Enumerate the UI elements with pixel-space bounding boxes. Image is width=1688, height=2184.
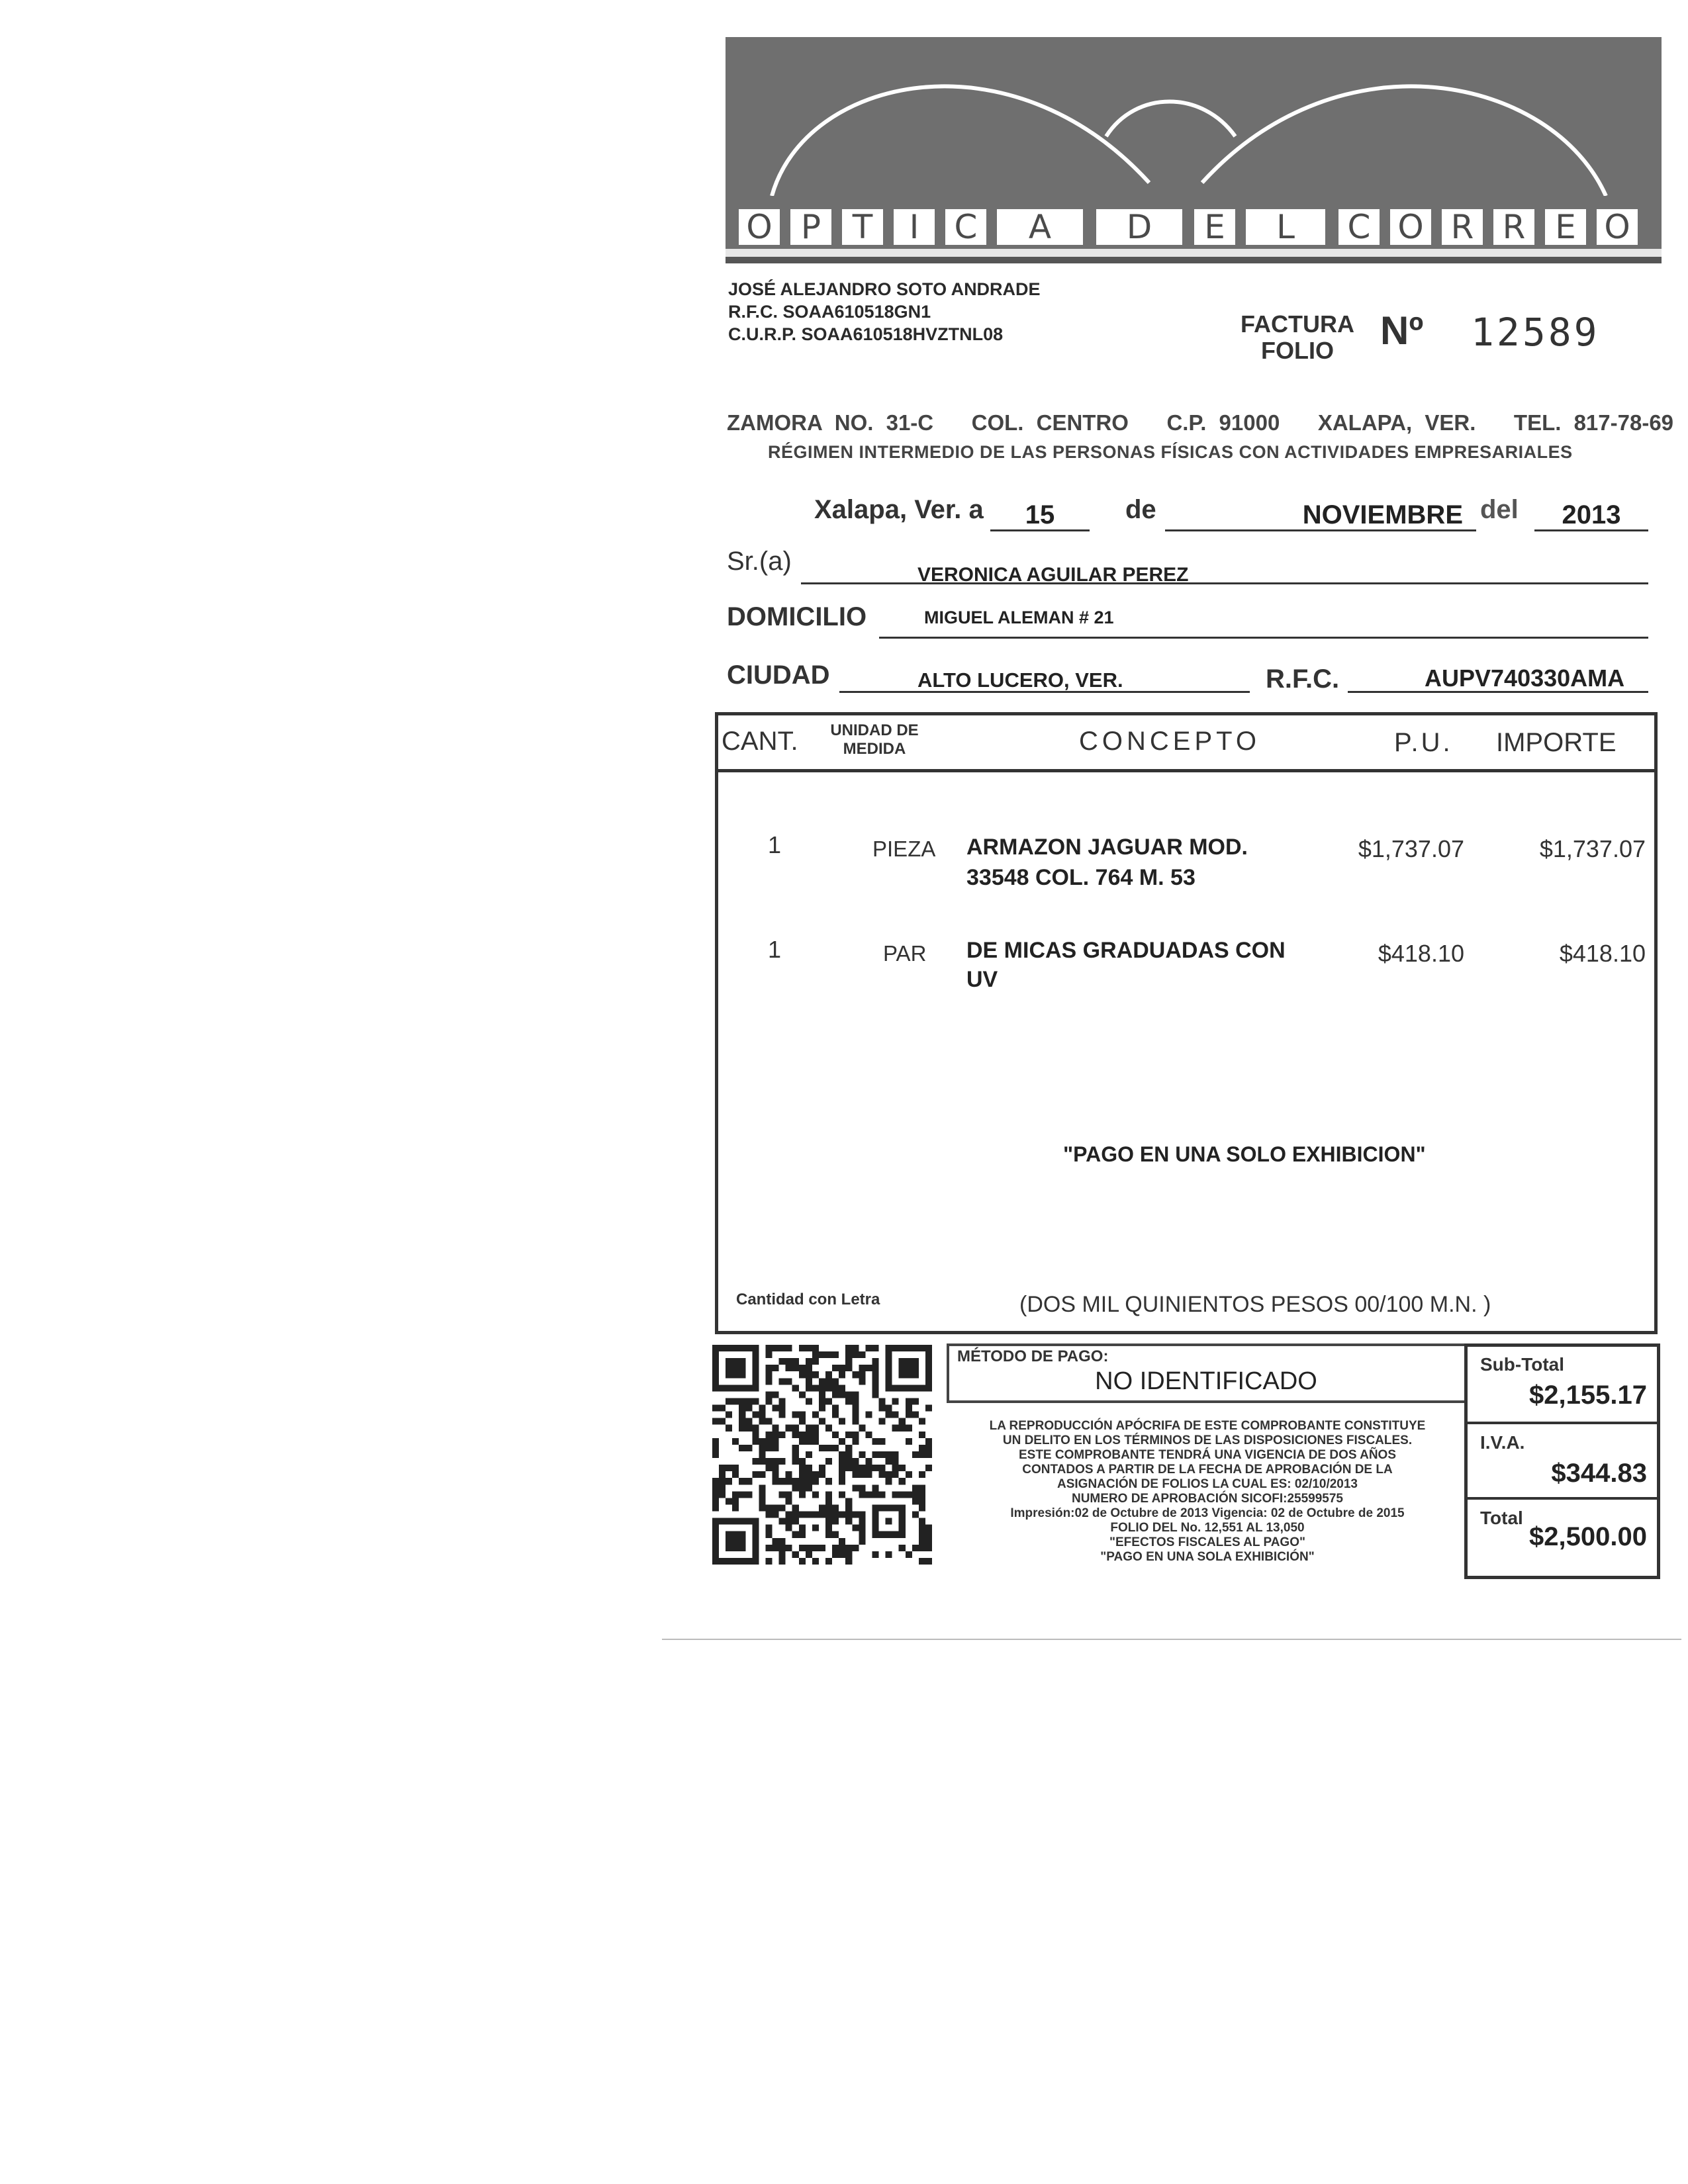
- legal-line: ESTE COMPROBANTE TENDRÁ UNA VIGENCIA DE DOS AÑOS: [1018, 1448, 1397, 1462]
- brand-letter: E: [1194, 209, 1235, 245]
- row2-concepto-line2: UV: [966, 967, 998, 992]
- col-importe-header: IMPORTE: [1496, 728, 1617, 757]
- legal-line: LA REPRODUCCIÓN APÓCRIFA DE ESTE COMPROBANTE CONSTITUYE: [989, 1419, 1426, 1433]
- legal-line: CONTADOS A PARTIR DE LA FECHA DE APROBACIÓN DE LA: [1022, 1463, 1393, 1477]
- factura-label: FACTURA: [1241, 310, 1354, 338]
- col-cant-header: CANT.: [722, 727, 798, 756]
- brand-letter: C: [945, 209, 986, 245]
- scan-edge: [662, 1639, 1681, 1640]
- brand-letter: T: [842, 209, 883, 245]
- brand-banner: [726, 37, 1662, 263]
- row1-importe: $1,737.07: [1539, 835, 1646, 862]
- col-concepto-header: CONCEPTO: [1079, 727, 1260, 756]
- row2-concepto-line1: DE MICAS GRADUADAS CON: [966, 938, 1286, 963]
- business-address: ZAMORA NO. 31-C COL. CENTRO C.P. 91000 XALAPA, VER. TEL. 817-78-69: [727, 410, 1674, 435]
- legal-line: "PAGO EN UNA SOLA EXHIBICIÓN": [1100, 1550, 1315, 1564]
- banner-stripe: [726, 249, 1662, 257]
- cantidad-letra: (DOS MIL QUINIENTOS PESOS 00/100 M.N. ): [1019, 1292, 1491, 1317]
- owner-curp: C.U.R.P. SOAA610518HVZTNL08: [728, 324, 1004, 344]
- domicilio-label: DOMICILIO: [727, 602, 867, 631]
- col-unidad-header-line2: MEDIDA: [843, 740, 906, 758]
- customer-name: VERONICA AGUILAR PEREZ: [917, 564, 1189, 586]
- brand-letter: R: [1442, 209, 1483, 245]
- total-label: Total: [1480, 1508, 1523, 1528]
- sr-label: Sr.(a): [727, 547, 792, 576]
- date-place-label: Xalapa, Ver. a: [814, 495, 984, 524]
- total-value: $2,500.00: [1529, 1522, 1647, 1551]
- col-unidad-header-line1: UNIDAD DE: [830, 721, 919, 739]
- row1-concepto-line2: 33548 COL. 764 M. 53: [966, 865, 1196, 890]
- date-year-line: [1534, 529, 1648, 531]
- cantidad-letra-label: Cantidad con Letra: [736, 1291, 880, 1308]
- date-month: NOVIEMBRE: [1302, 500, 1463, 529]
- banner-bar: [726, 257, 1662, 263]
- legal-line: Impresión:02 de Octubre de 2013 Vigencia: 02 de Octubre de 2015: [1010, 1506, 1405, 1520]
- iva-label: I.V.A.: [1480, 1432, 1525, 1453]
- totals-divider: [1464, 1497, 1660, 1500]
- brand-letter: C: [1338, 209, 1380, 245]
- row2-pu: $418.10: [1378, 940, 1464, 967]
- folio-number: 12589: [1471, 310, 1600, 355]
- legal-line: UN DELITO EN LOS TÉRMINOS DE LAS DISPOSICIONES FISCALES.: [1002, 1433, 1413, 1447]
- brand-letter: O: [739, 209, 780, 245]
- brand-letter: O: [1597, 209, 1638, 245]
- subtotal-label: Sub-Total: [1480, 1354, 1565, 1375]
- col-unidad-header: [818, 721, 931, 758]
- qr-code: [712, 1345, 932, 1565]
- row1-unidad: PIEZA: [872, 837, 936, 861]
- iva-value: $344.83: [1551, 1459, 1647, 1488]
- row1-concepto-line1: ARMAZON JAGUAR MOD.: [966, 835, 1248, 860]
- row1-pu: $1,737.07: [1358, 835, 1464, 862]
- row2-cant: 1: [768, 936, 782, 963]
- items-table-header-line: [715, 769, 1658, 772]
- payment-note: "PAGO EN UNA SOLO EXHIBICION": [1063, 1142, 1426, 1166]
- brand-letter: O: [1390, 209, 1431, 245]
- tax-regime: RÉGIMEN INTERMEDIO DE LAS PERSONAS FÍSICAS CON ACTIVIDADES EMPRESARIALES: [768, 442, 1573, 462]
- customer-address: MIGUEL ALEMAN # 21: [924, 608, 1114, 627]
- customer-city-line: [839, 691, 1250, 693]
- brand-letter: A: [997, 209, 1083, 245]
- arches-logo: [726, 37, 1662, 196]
- brand-letter: E: [1545, 209, 1586, 245]
- legal-line: "EFECTOS FISCALES AL PAGO": [1109, 1535, 1305, 1549]
- brand-letter: R: [1493, 209, 1534, 245]
- customer-city: ALTO LUCERO, VER.: [917, 668, 1123, 692]
- legal-line: FOLIO DEL No. 12,551 AL 13,050: [1110, 1521, 1305, 1535]
- date-year: 2013: [1562, 500, 1621, 529]
- date-day: 15: [1025, 500, 1055, 529]
- payment-method-value: NO IDENTIFICADO: [1095, 1367, 1317, 1395]
- customer-rfc-label: R.F.C.: [1266, 664, 1340, 694]
- date-month-line: [1165, 529, 1476, 531]
- owner-rfc: R.F.C. SOAA610518GN1: [728, 302, 931, 322]
- customer-rfc-line: [1348, 691, 1648, 693]
- customer-rfc: AUPV740330AMA: [1425, 664, 1625, 692]
- customer-name-line: [801, 582, 1648, 584]
- brand-letter: D: [1096, 209, 1182, 245]
- totals-divider: [1464, 1422, 1660, 1424]
- date-del-label: del: [1480, 495, 1519, 524]
- subtotal-value: $2,155.17: [1529, 1381, 1647, 1410]
- items-table: [715, 712, 1658, 1334]
- brand-letter: P: [790, 209, 831, 245]
- date-day-line: [990, 529, 1090, 531]
- folio-no-label: Nº: [1380, 308, 1424, 353]
- legal-line: NUMERO DE APROBACIÓN SICOFI:25599575: [1071, 1492, 1343, 1506]
- payment-method-label: MÉTODO DE PAGO:: [957, 1347, 1109, 1365]
- customer-address-line: [879, 637, 1648, 639]
- col-pu-header: P.U.: [1394, 728, 1453, 757]
- folio-label: FOLIO: [1261, 337, 1334, 364]
- row2-unidad: PAR: [883, 941, 927, 966]
- row2-importe: $418.10: [1559, 940, 1646, 967]
- date-de-label: de: [1125, 495, 1156, 524]
- ciudad-label: CIUDAD: [727, 660, 830, 690]
- legal-line: ASIGNACIÓN DE FOLIOS LA CUAL ES: 02/10/2013: [1057, 1477, 1358, 1491]
- brand-letter: I: [894, 209, 935, 245]
- brand-letter: L: [1246, 209, 1325, 245]
- owner-name: JOSÉ ALEJANDRO SOTO ANDRADE: [728, 279, 1041, 299]
- row1-cant: 1: [768, 831, 782, 858]
